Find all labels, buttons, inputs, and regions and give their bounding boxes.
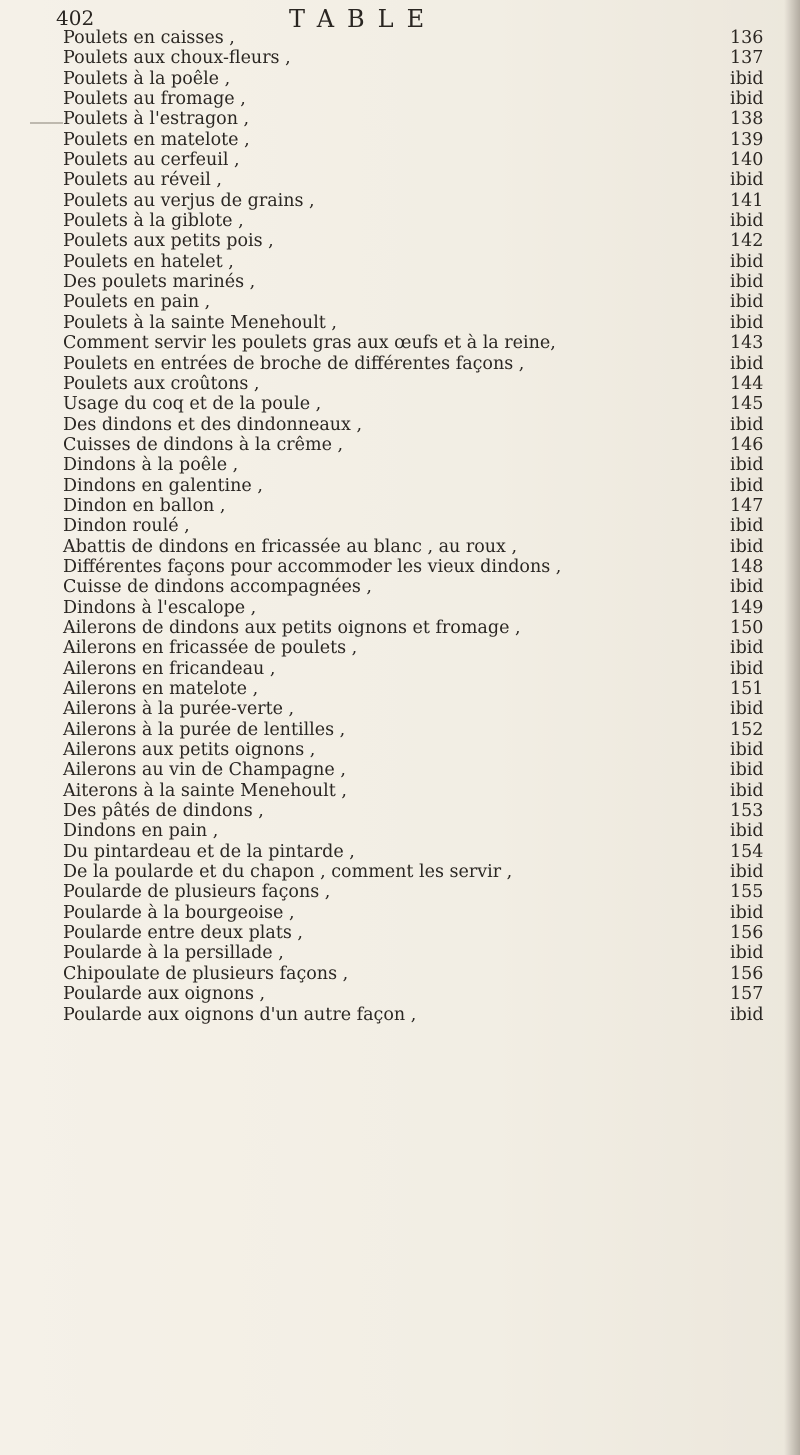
entry-title: Différentes façons pour accommoder les vieux dindons , <box>63 556 562 577</box>
toc-entry <box>55 354 795 374</box>
toc-entry <box>55 48 795 68</box>
toc-entry <box>55 69 795 89</box>
entry-title: Poulets en pain , <box>63 292 211 313</box>
entry-title: Des poulets marinés , <box>63 272 256 293</box>
toc-entry <box>55 170 795 190</box>
entry-title: Poulets en entrées de broche de différentes façons , <box>63 353 525 374</box>
entry-page-number: 137 <box>730 48 764 69</box>
toc-entry <box>55 903 795 923</box>
entry-page-number: 156 <box>730 963 764 984</box>
entry-page-number: ibid <box>730 862 764 883</box>
entry-title: Cuisse de dindons accompagnées , <box>63 577 372 598</box>
entry-title: De la poularde et du chapon , comment les servir , <box>63 862 513 883</box>
entry-page-number: 151 <box>730 679 764 699</box>
entry-page-number: ibid <box>730 638 764 659</box>
entry-page-number: ibid <box>730 577 764 598</box>
entry-title: Poulets aux choux-fleurs , <box>63 48 291 69</box>
entry-page-number: 150 <box>730 617 764 638</box>
entry-title: Chipoulate de plusieurs façons , <box>63 963 349 984</box>
toc-entry <box>55 821 795 841</box>
entry-title: Poulets aux petits pois , <box>63 231 274 252</box>
entry-page-number: 145 <box>730 394 764 415</box>
entry-page-number: 147 <box>730 495 764 516</box>
toc-entry <box>55 882 795 902</box>
toc-entry <box>55 89 795 109</box>
entry-page-number: 154 <box>730 841 764 862</box>
toc-entry <box>55 699 795 719</box>
entry-page-number: 155 <box>730 882 764 903</box>
entry-page-number: 146 <box>730 434 764 455</box>
entry-title: Dindons en galentine , <box>63 475 263 496</box>
entry-page-number: ibid <box>730 821 764 842</box>
entry-title: Dindon roulé , <box>63 516 190 537</box>
entry-title: Poularde aux oignons , <box>63 984 266 1005</box>
entry-page-number: ibid <box>730 414 764 435</box>
entry-page-number: ibid <box>730 272 764 293</box>
toc-entry <box>55 760 795 780</box>
toc-entry <box>55 577 795 597</box>
toc-entry <box>55 842 795 862</box>
entry-title: Ailerons en fricassée de poulets , <box>63 638 358 659</box>
entry-title: Ailerons en fricandeau , <box>63 658 276 679</box>
entry-title: Poulets à la poêle , <box>63 68 231 89</box>
entry-title: Du pintardeau et de la pintarde , <box>63 841 355 862</box>
entry-title: Poularde à la persillade , <box>63 943 284 964</box>
entry-page-number: 144 <box>730 373 764 394</box>
toc-entry <box>55 374 795 394</box>
entry-title: Poulets à l'estragon , <box>63 109 250 130</box>
entry-title: Dindon en ballon , <box>63 495 226 516</box>
entry-page-number: ibid <box>730 699 764 720</box>
toc-entry <box>55 537 795 557</box>
toc-entry <box>55 191 795 211</box>
entry-page-number: ibid <box>730 455 764 476</box>
entry-page-number: ibid <box>730 658 764 679</box>
entry-page-number: 142 <box>730 231 764 252</box>
toc-entry <box>55 1005 795 1025</box>
entry-page-number: 153 <box>730 801 764 822</box>
entry-title: Ailerons au vin de Champagne , <box>63 760 346 781</box>
running-head: TABLE <box>289 5 438 33</box>
entry-page-number: 141 <box>730 190 764 211</box>
entry-title: Ailerons à la purée-verte , <box>63 699 295 720</box>
toc-entry <box>55 740 795 760</box>
entry-title: Des dindons et des dindonneaux , <box>63 414 363 435</box>
toc-entry <box>55 923 795 943</box>
entry-page-number: 152 <box>730 719 764 740</box>
entry-page-number: 157 <box>730 984 764 1005</box>
toc-entry <box>55 984 795 1004</box>
toc-entry <box>55 28 795 48</box>
entry-page-number: ibid <box>730 780 764 801</box>
entry-title: Ailerons à la purée de lentilles , <box>63 719 346 740</box>
entry-page-number: ibid <box>730 943 764 964</box>
entry-title: Poulets à la sainte Menehoult , <box>63 312 337 333</box>
entry-title: Comment servir les poulets gras aux œufs et à la reine, <box>63 333 556 354</box>
toc-entry <box>55 394 795 414</box>
toc-entry <box>55 964 795 984</box>
entry-page-number: ibid <box>730 89 764 110</box>
toc-entry <box>55 313 795 333</box>
entry-title: Poulets en hatelet , <box>63 251 234 272</box>
entry-title: Cuisses de dindons à la crême , <box>63 434 344 455</box>
toc-entry <box>55 679 795 699</box>
toc-entry <box>55 415 795 435</box>
entry-page-number: ibid <box>730 902 764 923</box>
toc-entry <box>55 211 795 231</box>
entry-title: Abattis de dindons en fricassée au blanc , au roux , <box>63 536 518 557</box>
entry-page-number: ibid <box>730 1004 764 1025</box>
toc-entry <box>55 598 795 618</box>
entry-title: Poulets au cerfeuil , <box>63 150 240 171</box>
entry-page-number: ibid <box>730 760 764 781</box>
toc-entry <box>55 333 795 353</box>
toc-entry <box>55 496 795 516</box>
entry-page-number: ibid <box>730 312 764 333</box>
entry-title: Poulets au réveil , <box>63 170 222 191</box>
toc-entry <box>55 109 795 129</box>
toc-entry <box>55 720 795 740</box>
table-of-contents <box>55 28 795 1025</box>
entry-title: Des pâtés de dindons , <box>63 801 264 822</box>
entry-page-number: 140 <box>730 150 764 171</box>
entry-page-number: 139 <box>730 129 764 150</box>
entry-title: Poulets à la giblote , <box>63 211 244 232</box>
toc-entry <box>55 943 795 963</box>
entry-page-number: ibid <box>730 516 764 537</box>
entry-title: Poulets en caisses , <box>63 28 235 48</box>
entry-page-number: 156 <box>730 923 764 944</box>
toc-entry <box>55 781 795 801</box>
toc-entry <box>55 150 795 170</box>
entry-page-number: ibid <box>730 740 764 761</box>
entry-title: Poulets en matelote , <box>63 129 250 150</box>
toc-entry <box>55 557 795 577</box>
entry-title: Poulets aux croûtons , <box>63 373 260 394</box>
toc-entry <box>55 130 795 150</box>
entry-title: Dindons à la poêle , <box>63 455 239 476</box>
toc-entry <box>55 272 795 292</box>
entry-page-number: ibid <box>730 475 764 496</box>
entry-title: Ailerons en matelote , <box>63 679 259 699</box>
entry-page-number: 149 <box>730 597 764 618</box>
entry-page-number: 148 <box>730 556 764 577</box>
entry-page-number: ibid <box>730 170 764 191</box>
page-number: 402 <box>56 6 95 30</box>
entry-title: Poulets au fromage , <box>63 89 246 110</box>
entry-title: Poularde aux oignons d'un autre façon , <box>63 1004 417 1025</box>
toc-entry <box>55 455 795 475</box>
entry-title: Aiterons à la sainte Menehoult , <box>63 780 347 801</box>
toc-entry <box>55 476 795 496</box>
entry-page-number: ibid <box>730 68 764 89</box>
entry-title: Ailerons aux petits oignons , <box>63 740 316 761</box>
entry-title: Dindons en pain , <box>63 821 219 842</box>
entry-page-number: 138 <box>730 109 764 130</box>
toc-entry <box>55 659 795 679</box>
toc-entry <box>55 231 795 251</box>
entry-title: Dindons à l'escalope , <box>63 597 257 618</box>
entry-page-number: ibid <box>730 536 764 557</box>
entry-page-number: 136 <box>730 28 764 48</box>
entry-page-number: ibid <box>730 211 764 232</box>
toc-entry <box>55 435 795 455</box>
entry-page-number: ibid <box>730 292 764 313</box>
entry-title: Usage du coq et de la poule , <box>63 394 322 415</box>
entry-title: Poularde à la bourgeoise , <box>63 902 295 923</box>
entry-page-number: ibid <box>730 353 764 374</box>
toc-entry <box>55 862 795 882</box>
entry-title: Poularde de plusieurs façons , <box>63 882 331 903</box>
entry-page-number: 143 <box>730 333 764 354</box>
toc-entry <box>55 252 795 272</box>
toc-entry <box>55 618 795 638</box>
entry-title: Poularde entre deux plats , <box>63 923 303 944</box>
toc-entry <box>55 516 795 536</box>
toc-entry <box>55 292 795 312</box>
entry-title: Poulets au verjus de grains , <box>63 190 315 211</box>
toc-entry <box>55 801 795 821</box>
entry-title: Ailerons de dindons aux petits oignons et fromage , <box>63 617 521 638</box>
toc-entry <box>55 638 795 658</box>
entry-page-number: ibid <box>730 251 764 272</box>
